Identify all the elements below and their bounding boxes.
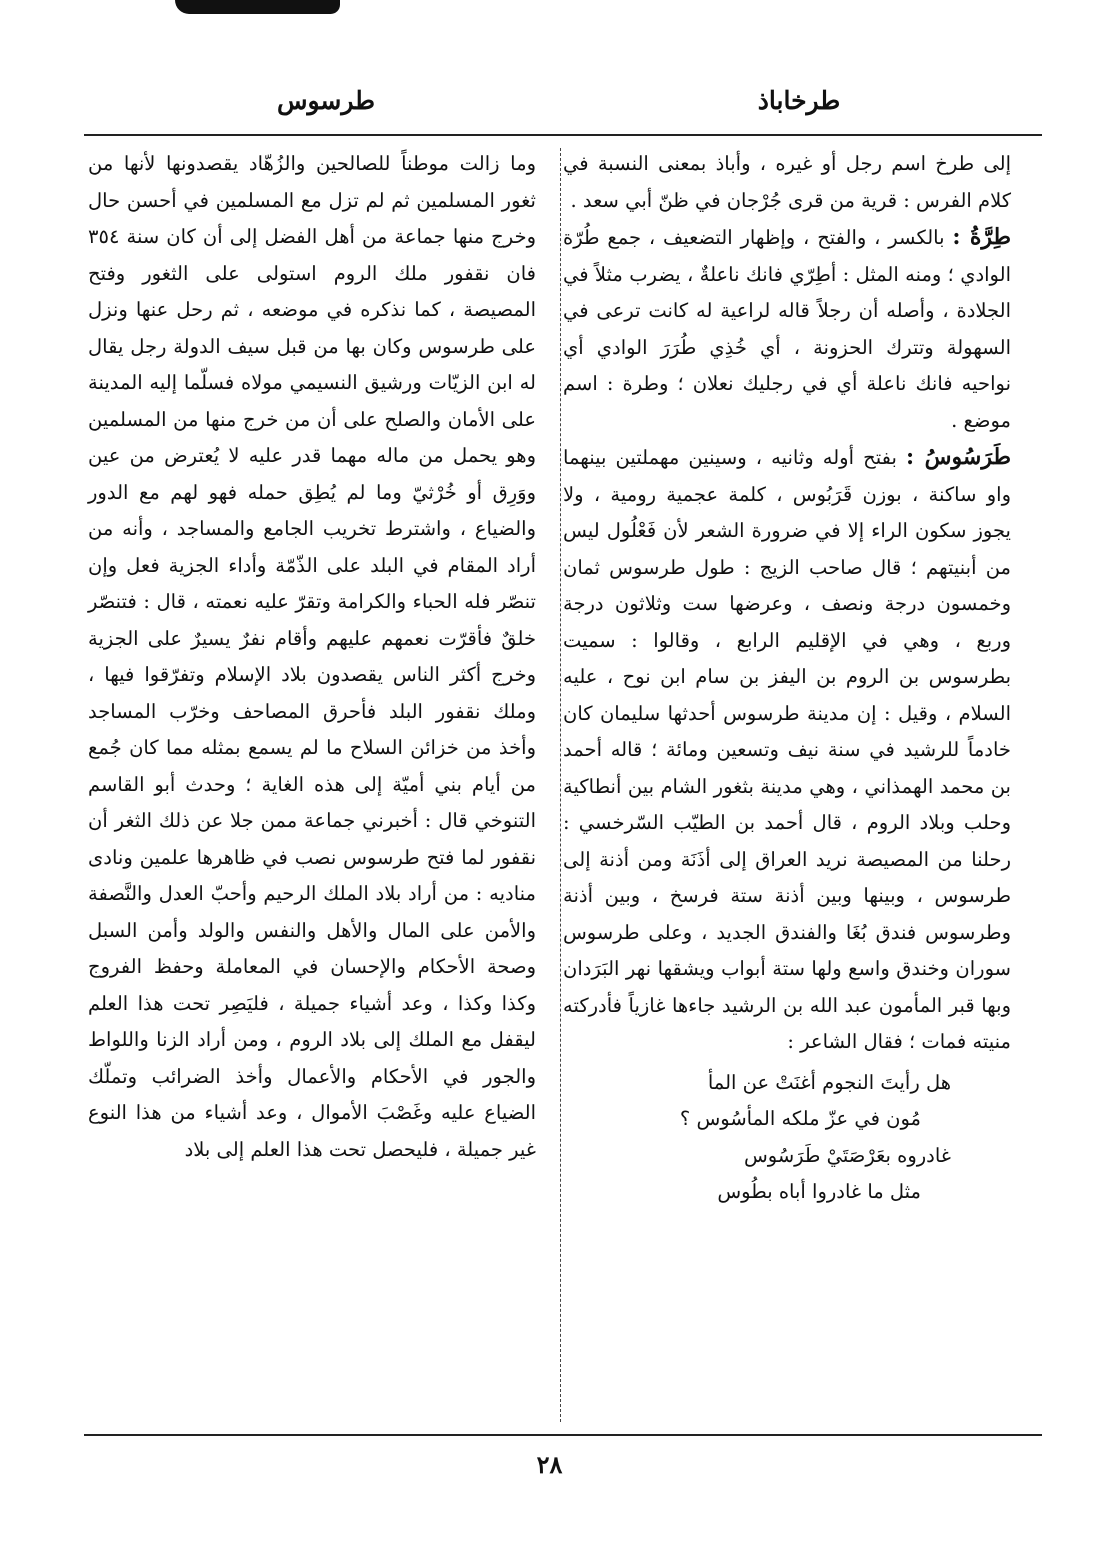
right-column (563, 146, 1011, 1211)
running-head-left: طرسوس (276, 86, 376, 115)
footer-rule (84, 1434, 1042, 1436)
poem-line: غادروه بعَرْصَتَيْ طَرَسُوس (743, 1143, 951, 1167)
entry-body: بالكسر ، والفتح ، وإظهار التضعيف ، جمع طُرّة الوادي ؛ ومنه المثل : أطِرّي فانك ناعلةٌ ، يضرب مثلاً في الجلادة ، وأصله أن رجلاً قاله لراعية له كانت ترعى في السهولة وتترك الحزونة ، أي خُذِي طُرَرَ الوادي أي نواحيه فانك ناعلة أي في رجليك نعلان ؛ وطرة : اسم موضع . (563, 226, 1011, 432)
running-head-right: طرخاباذ (757, 86, 841, 115)
page-number: ٢٨ (536, 1450, 563, 1479)
scan-ink-blot (175, 0, 340, 14)
entry-headword: طَرَسُوسُ : (906, 444, 1011, 470)
header-rule (84, 134, 1042, 136)
poem-line: هل رأيتَ النجوم أغنَتْ عن المأ (707, 1070, 951, 1094)
paragraph-tarkhabadh: إلى طرخ اسم رجل أو غيره ، وأباذ بمعنى النسبة في كلام الفرس : قرية من قرى جُرْجان في ظنّ أبي سعد . (563, 152, 1011, 212)
paragraph-tarsus-continued: وما زالت موطناً للصالحين والزُهّاد يقصدونها لأنها من ثغور المسلمين ثم لم تزل مع المسلمين في أحسن حال وخرج منها جماعة من أهل الفضل إلى أن كان سنة ٣٥٤ فان نقفور ملك الروم استولى على الثغور وفتح المصيصة ، كما نذكره في موضعه ، ثم رحل عنها ونزل على طرسوس وكان بها من قبل سيف الدولة رجل يقال له ابن الزيّات ورشيق النسيمي مولاه فسلّما إليه المدينة على الأمان والصلح على أن من خرج منها من المسلمين وهو يحمل من ماله مهما قدر عليه لا يُعترض من عين ووَرِق أو خُرْثيّ وما لم يُطِق حمله فهو لهم مع الدور والضياع ، واشترط تخريب الجامع والمساجد ، وأنه من أراد المقام في البلد على الذّمّة وأداء الجزية فعل وإن تنصّر فله الحباء والكرامة وتقرّ عليه نعمته ، قال : فتنصّر خلقٌ فأقرّت نعمهم عليهم وأقام نفرٌ يسيرٌ على الجزية وخرج أكثر الناس يقصدون بلاد الإسلام وتفرّقوا فيها ، وملك نقفور البلد فأحرق المصاحف وخرّب المساجد وأخذ من خزائن السلاح ما لم يسمع بمثله مما كان جُمع من أيام بني أميّة إلى هذه الغاية ؛ وحدث أبو القاسم التنوخي قال : أخبرني جماعة ممن جلا عن ذلك الثغر أن نقفور لما فتح طرسوس نصب في ظاهرها علمين ونادى مناديه : من أراد بلاد الملك الرحيم وأحبّ العدل والنَّصفة والأمن على المال والأهل والنفس والولد وأمن السبل وصحة الأحكام والإحسان في المعاملة وحفظ الفروج وكذا وكذا ، وعد أشياء جميلة ، فليَصِر تحت هذا العلم ليقفل مع الملك إلى بلاد الروم ، ومن أراد الزنا واللواط والجور في الأحكام والأعمال وأخذ الضرائب وتملّك الضياع عليه وغَصْبَ الأموال ، وعد أشياء من هذا النوع غير جميلة ، فليحصل تحت هذا العلم إلى بلاد (88, 152, 536, 1161)
entry-headword: طِرَّةُ : (952, 224, 1011, 250)
poem-line: مثل ما غادروا أباه بطُوس (717, 1180, 921, 1203)
entry-body: بفتح أوله وثانيه ، وسينين مهملتين بينهما واو ساكنة ، بوزن قَرَبُوس ، كلمة عجمية رومية ، ولا يجوز سكون الراء إلا في ضرورة الشعر لأن فَعْلُول ليس من أبنيتهم ؛ قال صاحب الزيج : طول طرسوس ثمان وخمسون درجة ونصف ، وعرضها ست وثلاثون درجة وربع ، وهي في الإقليم الرابع ، وقالوا : سميت بطرسوس بن الروم بن اليفز بن سام ابن نوح ، عليه السلام ، وقيل : إن مدينة طرسوس أحدثها سليمان كان خادماً للرشيد في سنة نيف وتسعين ومائة ؛ قاله أحمد بن محمد الهمذاني ، وهي مدينة بثغور الشام بين أنطاكية وحلب وبلاد الروم ، قال أحمد بن الطيّب السّرخسي : رحلنا من المصيصة نريد العراق إلى أذَنَة ومن أذنة إلى طرسوس ، وبينها وبين أذنة ستة فرسخ ، وبين أذنة وطرسوس فندق بُغَا والفندق الجديد ، وعلى طرسوس سوران وخندق واسع ولها ستة أبواب ويشقها نهر البَرَدان وبها قبر المأمون عبد الله بن الرشيد جاءها غازياً فأدركته منيته فمات ؛ فقال الشاعر : (563, 446, 1011, 1053)
entry-tarsus (563, 439, 1011, 1061)
left-column (88, 146, 536, 1168)
poem-line: مُون في عزّ ملكه المأسُوس ؟ (679, 1107, 921, 1130)
poem (563, 1065, 1011, 1211)
entry-turra (563, 219, 1011, 439)
column-divider (560, 148, 561, 1422)
page-header (90, 86, 1035, 126)
